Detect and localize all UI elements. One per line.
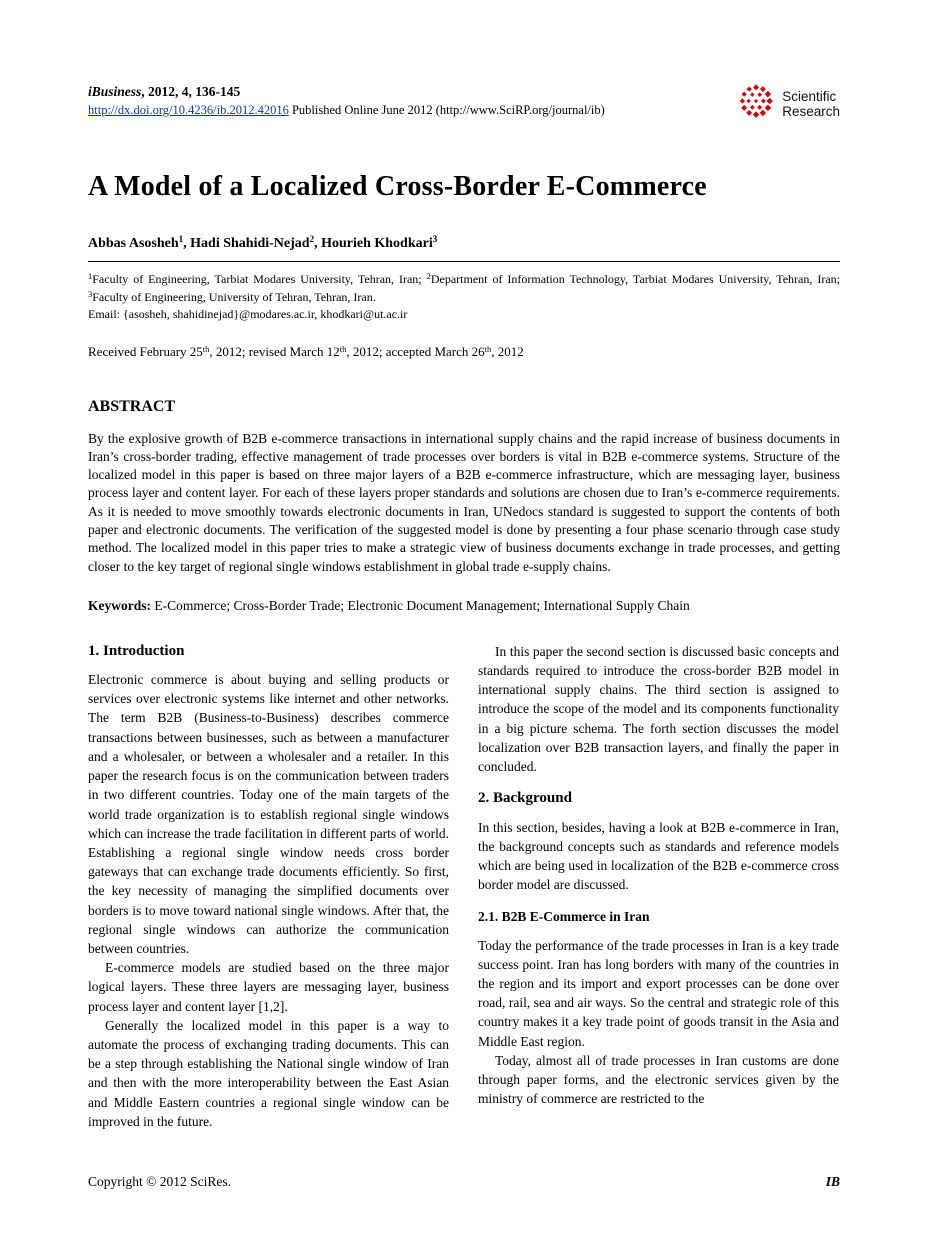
author-separator: , xyxy=(314,236,322,251)
author-3-affil-sup: 3 xyxy=(432,234,438,244)
section-2-1-heading: 2.1. B2B E-Commerce in Iran xyxy=(478,909,650,925)
author-1-name: Abbas Asosheh xyxy=(88,236,179,251)
revised-text: , 2012; revised March 12 xyxy=(209,343,340,359)
affil-2-text: Department of Information Technology, Tarbiat Modares University, Tehran, Iran; xyxy=(430,272,840,286)
paragraph: E-commerce models are studied based on the three major logical layers. These three layers are messaging layer, business process layer and content layer [1,2]. xyxy=(88,960,449,1014)
paragraph: Generally the localized model in this paper is a way to automate the process of exchanging trading documents. This can be a step through establishing the National single window of Iran and then with the more interoperability between the East Asian and Middle Eastern countries a regional single window can be improved in the future. xyxy=(88,1017,449,1129)
copyright-text: Copyright © 2012 SciRes. xyxy=(88,1174,232,1189)
page-header xyxy=(88,84,840,127)
affiliations xyxy=(88,271,840,323)
keywords-line xyxy=(88,598,840,614)
affil-3-sup: 3 xyxy=(88,288,93,299)
page-footer xyxy=(88,1174,840,1190)
header-rule xyxy=(88,261,840,262)
author-2-affil-sup: 2 xyxy=(309,234,315,244)
journal-info xyxy=(88,84,605,118)
authors-line xyxy=(88,236,840,252)
abstract-heading: ABSTRACT xyxy=(88,397,176,415)
affil-1-sup: 1 xyxy=(88,271,93,281)
affil-3-text: Faculty of Engineering, University of Tehran, Tehran, Iran. xyxy=(92,289,376,304)
email-line: Email: {asosheh, shahidinejad}@modares.ac.ir, khodkari@ut.ac.ir xyxy=(88,307,408,321)
paragraph: In this paper the second section is discussed basic concepts and standards required to introduce the cross-border B2B model in international supply chains. The third section is assigned to introduce the scope of the model and its components functionality in a big picture schema. The forth section discusses the model localization over B2B transaction layers, and finally the paper in concluded. xyxy=(478,643,839,775)
journal-name: iBusiness xyxy=(88,84,142,99)
revised-sup: th xyxy=(339,343,347,354)
scirp-logo-text xyxy=(782,89,840,119)
author-2 xyxy=(190,236,321,251)
journal-citation-rest: , 2012, 4, 136-145 xyxy=(141,84,241,99)
published-online-text: Published Online June 2012 (http://www.SciRP.org/journal/ib) xyxy=(288,103,605,117)
affil-2-sup: 2 xyxy=(426,271,431,281)
paper-title: A Model of a Localized Cross-Border E-Commerce xyxy=(88,171,707,202)
paragraph: Today the performance of the trade processes in Iran is a key trade success point. Iran has long borders with many of the countries in the region and its import and export processes can be done over road, rail, sea and air ways. So the central and strategic role of this country makes it a key trade point of goods transit in the Asia and Middle East region. xyxy=(478,937,839,1049)
author-3 xyxy=(321,236,437,251)
right-column xyxy=(478,642,839,1131)
left-column xyxy=(88,642,449,1131)
received-sup: th xyxy=(202,343,210,354)
received-text: Received February 25 xyxy=(88,343,203,359)
author-3-name: Hourieh Khodkari xyxy=(321,236,433,251)
article-body xyxy=(88,642,840,1131)
journal-abbrev: IB xyxy=(825,1174,840,1189)
accepted-text: , 2012; accepted March 26 xyxy=(346,343,485,359)
keywords-text: E-Commerce; Cross-Border Trade; Electronic Document Management; International Supply Chain xyxy=(151,597,690,613)
author-1-affil-sup: 1 xyxy=(178,234,184,244)
scirp-logo-line2: Research xyxy=(782,103,840,119)
scirp-logo xyxy=(735,80,840,127)
accepted-sup: th xyxy=(484,343,492,354)
dates-line xyxy=(88,344,840,360)
author-2-name: Hadi Shahidi-Nejad xyxy=(190,236,310,251)
scirp-logo-line1: Scientific xyxy=(782,88,837,104)
journal-citation xyxy=(88,84,605,100)
abstract-text: By the explosive growth of B2B e-commerce transactions in international supply chains and the rapid increase of business documents in Iran’s cross-border trading, effective management of trade processes over borders is vital in B2B e-commerce systems. Structure of the localized model in this paper is based on three major layers of a B2B e-commerce infrastructure, which are messaging layer, business process layer and content layer. For each of these layers proper standards and solutions are chosen due to Iran’s e-commerce requirements. As it is needed to move smoothly towards electronic documents in Iran, UNedocs standard is suggested to support the contents of both paper and electronic documents. The verification of the suggested model is done by presenting a four phase scenario through case study method. The localized model in this paper tries to make a strategic view of business documents exchange in trade processes, and getting closer to the key target of regional single windows establishment in global trade e-supply chains. xyxy=(88,430,840,574)
section-1-heading: 1. Introduction xyxy=(88,642,185,659)
keywords-label: Keywords: xyxy=(88,597,151,613)
scirp-starburst-icon xyxy=(735,80,777,127)
paragraph: Electronic commerce is about buying and selling products or services over electronic systems like internet and other networks. The term B2B (Business-to-Business) describes commerce transactions between businesses, such as between a manufacturer and a wholesaler, or between a wholesaler and a retailer. In this paper the research focus is on the communication between traders in two different countries. Today one of the main targets of the world trade organization is to establish regional single windows which can increase the trade facilitation in different parts of world. Establishing a regional single window needs cross border gateways that can exchange trade documents efficiently. So first, the key necessity of managing the simplified documents over borders is to move toward national single windows. After that, the regional single windows can authorize the communication between countries. xyxy=(88,672,449,956)
author-separator: , xyxy=(183,236,191,251)
section-2-heading: 2. Background xyxy=(478,790,572,807)
doi-link[interactable]: http://dx.doi.org/10.4236/ib.2012.42016 xyxy=(88,103,289,117)
paragraph: Today, almost all of trade processes in Iran customs are done through paper forms, and the electronic services given by the ministry of commerce are restricted to the xyxy=(478,1052,839,1107)
author-1 xyxy=(88,236,190,251)
affil-1-text: Faculty of Engineering, Tarbiat Modares University, Tehran, Iran; xyxy=(92,272,427,286)
paragraph: In this section, besides, having a look at B2B e-commerce in Iran, the background concepts such as standards and reference models which are being used in localization of the B2B e-commerce cross border model are discussed. xyxy=(478,819,839,893)
accepted-year: , 2012 xyxy=(491,343,524,359)
doi-line xyxy=(88,103,605,118)
